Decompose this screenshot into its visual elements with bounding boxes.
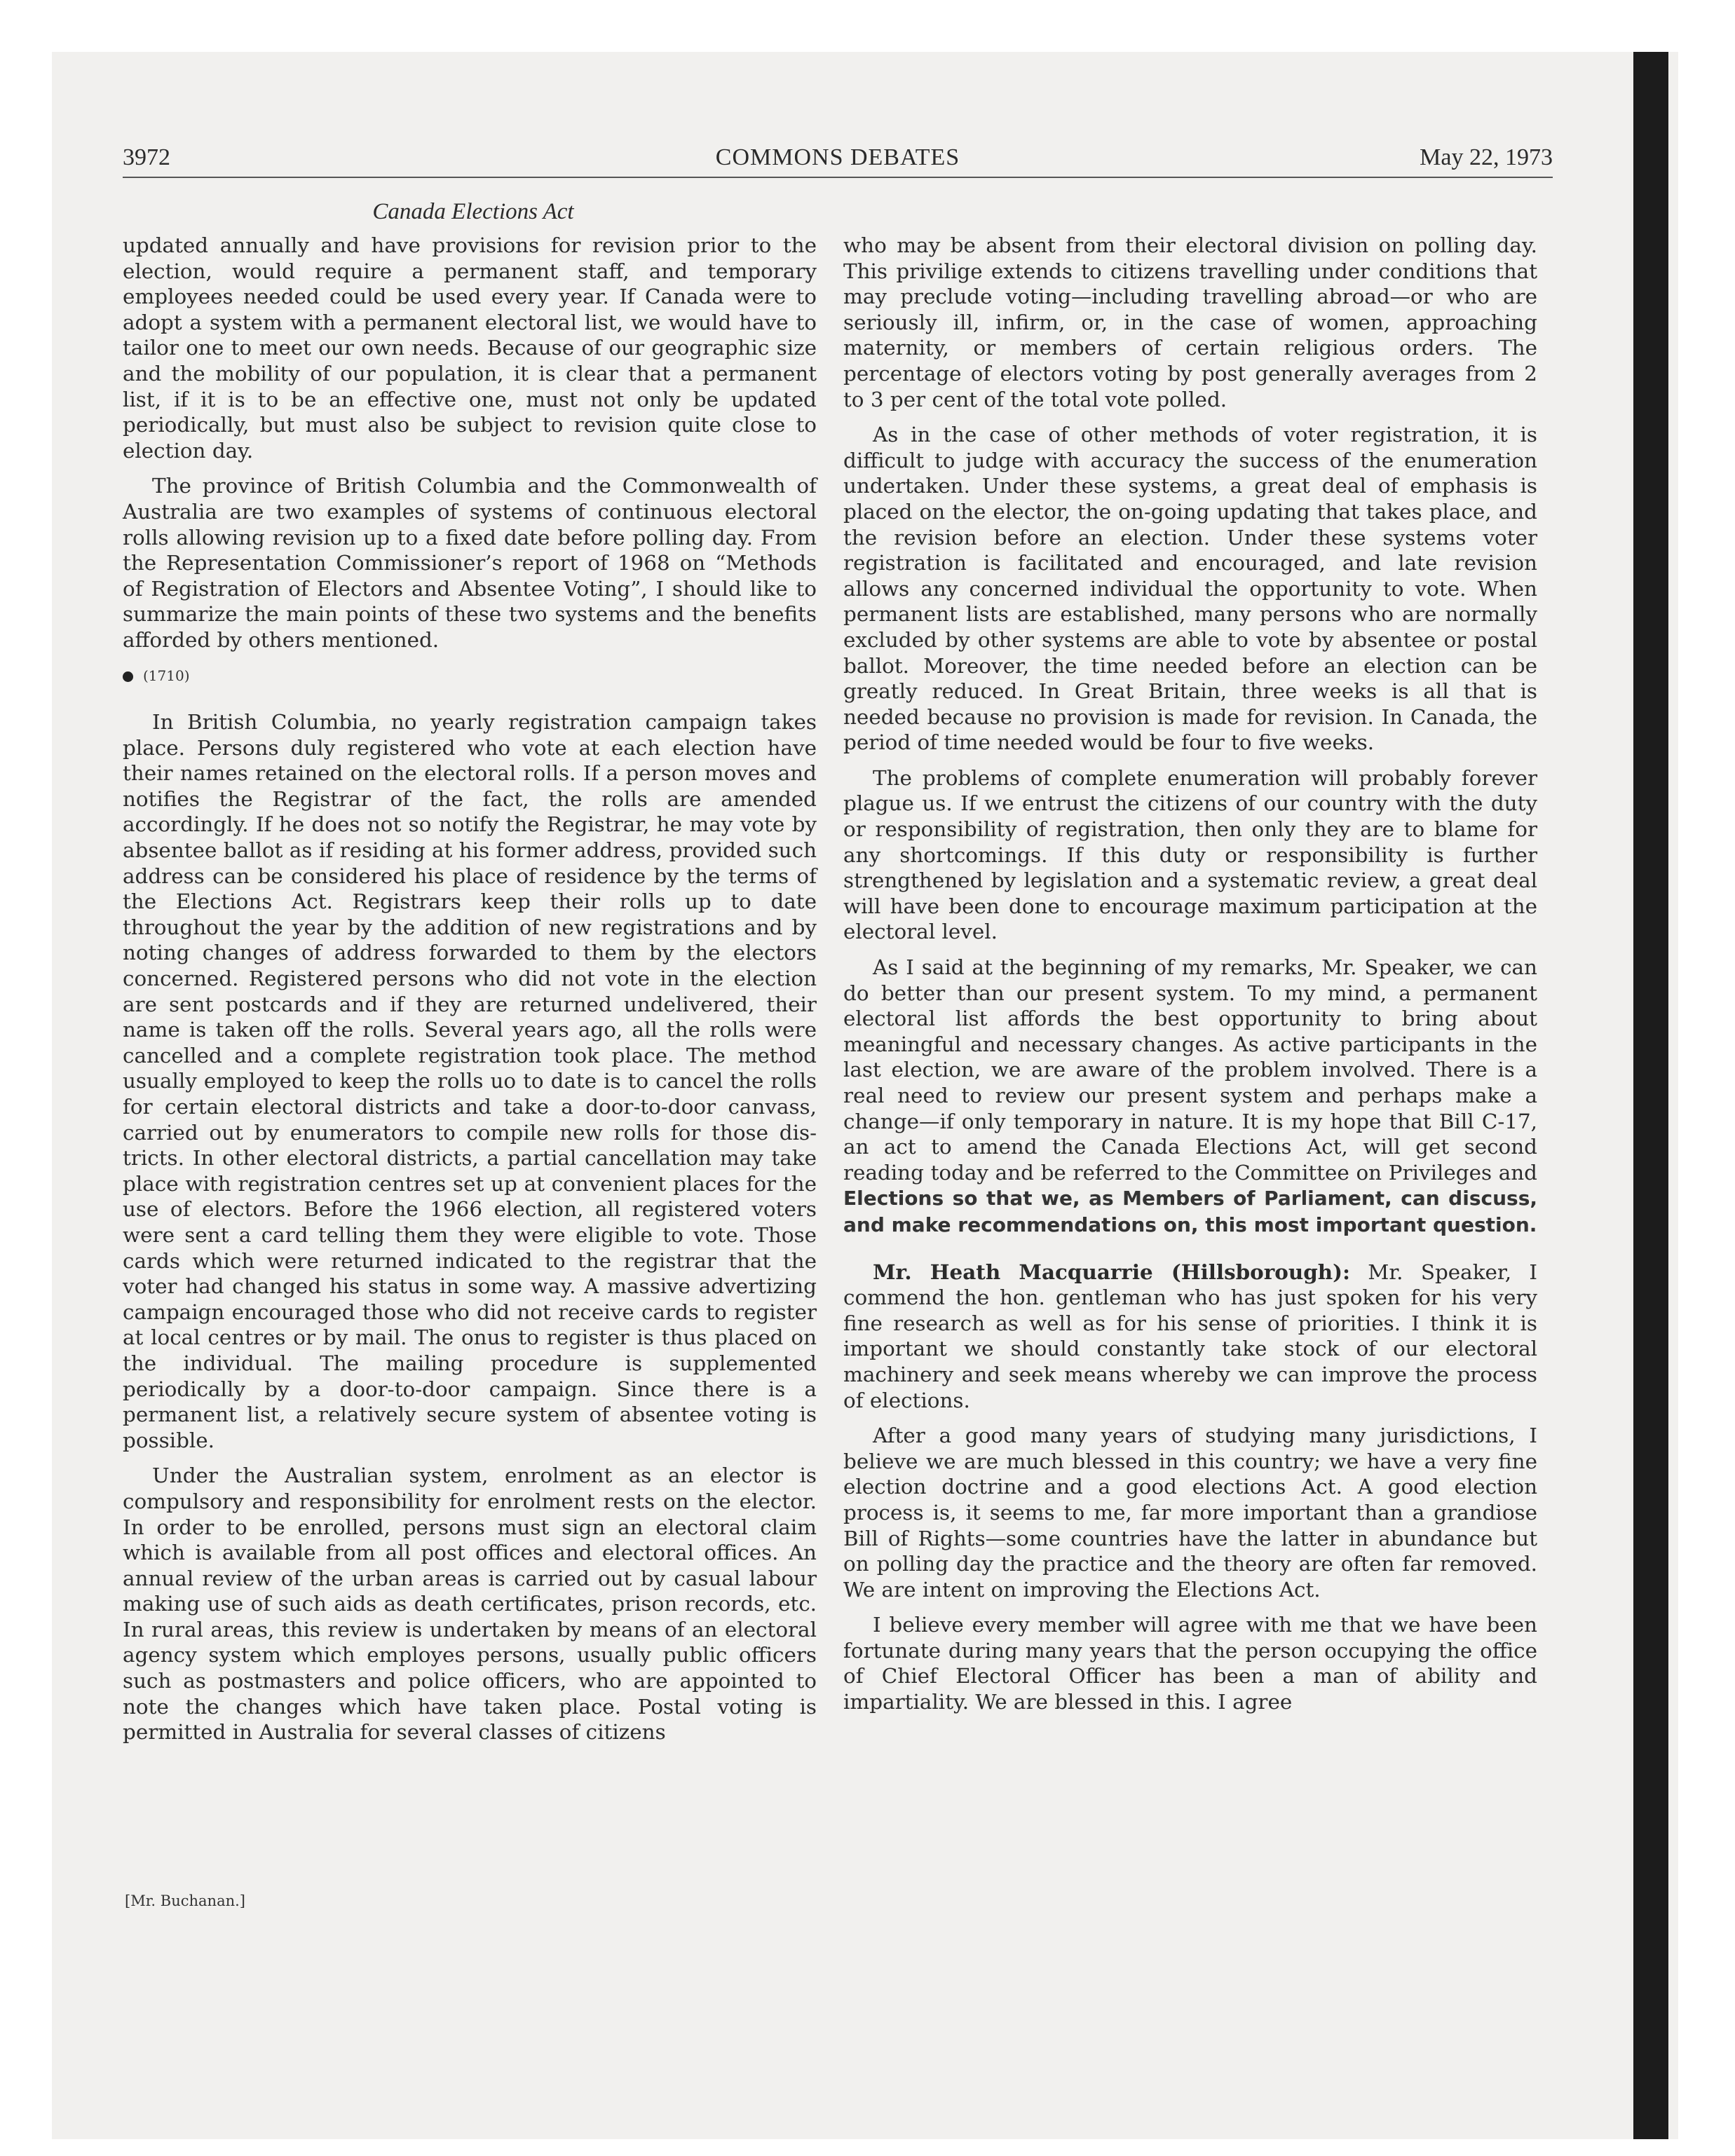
time-marker [123,663,817,689]
paragraph: In British Columbia, no yearly registration campaign takes place. Persons duly registered who vote at each election have their names retained on the electoral rolls. If a person moves and notifies the Registrar of the fact, the rolls are amended accordingly. If he does not so notify the Registrar, he may vote by absentee ballot as if residing at his former address, provided such address can be considered his place of residence by the terms of the Elections Act. Registrars keep their rolls up to date throughout the year by the addition of new registrations and by noting changes of address forwarded to them by the electors concerned. Registered persons who did not vote in the election are sent postcards and if they are returned undelivered, their name is taken off the rolls. Several years ago, all the rolls were cancelled and a complete registration took place. The method usually employed to keep the rolls uo to date is to cancel the rolls for certain electoral districts and take a door-to-door canvass, carried out by enumerators to compile new rolls for those districts. In other electoral districts, a partial cancellation may take place with registration centres set up at convenient places for the use of electors. Before the 1966 election, all registered voters were sent a card telling them they were eligible to vote. Those cards which were returned indicated to the registrar that the voter had changed his status in some way. A massive advertizing campaign encouraged those who did not receive cards to register at local centres or by mail. The onus to register is thus placed on the individual. The mailing procedure is supplemented periodically by a door-to-door campaign. Since there is a permanent list, a relatively secure system of absentee voting is possible. [123,710,817,1452]
paragraph-text: As I said at the beginning of my remarks, Mr. Speaker, we can do better than our present system. To my mind, a permanent electoral list affords the best opportunity to bring about meaningful and necessary changes. As active participants in the last election, we are aware of the problem involved. There is a real need to review our present system and perhaps make a change—if only temporary in nature. It is my hope that Bill C-17, an act to amend the Canada Elections Act, will get second reading today and be referred to the Committee on Privileges and [843,955,1537,1185]
page-number: 3972 [123,144,170,170]
speaker-attribution: [Mr. Buchanan.] [125,1892,245,1909]
paragraph: who may be absent from their electoral division on polling day. This privilige extends to citizens travelling under conditions that may preclude voting—including travelling abroad—or who are seriously ill, infirm, or, in the case of women, approaching maternity, or members of certain religious orders. The percentage of electors voting by post generally averages from 2 to 3 per cent of the total vote polled. [843,233,1537,411]
paragraph: As in the case of other methods of voter registration, it is difficult to judge with accuracy the success of the enumeration undertaken. Under these systems, a great deal of emphasis is placed on the elector, the on-going updating that takes place, and the revision before an election. Under these systems voter registration is facilitated and encouraged, and late revision allows any concerned individual the opportunity to vote. When permanent lists are established, many persons who are normally excluded by other systems are able to vote by absentee or postal ballot. Moreover, the time needed before an election can be greatly reduced. In Great Britain, three weeks is all that is needed because no provision is made for revision. In Canada, the period of time needed would be four to five weeks. [843,423,1537,755]
left-column [123,233,817,1755]
paragraph: After a good many years of studying many jurisdictions, I believe we are much blessed in this country; we have a very fine election doctrine and a good elections Act. A good election process is, it seems to me, far more important than a grandiose Bill of Rights—some countries have the latter in abundance but on polling day the practice and the theory are often far removed. We are intent on improving the Elections Act. [843,1424,1537,1602]
paragraph: updated annually and have provisions for revision prior to the election, would require a permanent staff, and temporary employees needed could be used every year. If Canada were to adopt a system with a permanent electoral list, we would have to tailor one to meet our own needs. Because of our geographic size and the mobility of our population, it is clear that a permanent list, if it is to be an effective one, must not only be updated periodically, but must also be subject to revision quite close to election day. [123,233,817,463]
paragraph [843,955,1537,1239]
right-column [843,233,1537,1725]
page-header [123,142,1553,178]
paragraph-text: Mr. Speaker, I commend the hon. gentleman who has just spoken for his very fine research as well as for his sense of priorities. I think it is important we should constantly take stock of our electoral machinery and seek means whereby we can improve the process of elections. [843,1260,1537,1412]
time-marker-label: (1710) [143,667,190,684]
paragraph [843,1260,1537,1414]
running-title: Canada Elections Act [372,199,574,224]
bullet-icon [123,671,133,682]
speaker-name: Mr. Heath Macquarrie (Hillsborough): [873,1259,1350,1284]
paragraph: Under the Australian system, enrolment as an elector is compulsory and responsibility for enrolment rests on the elector. In order to be enrolled, persons must sign an electoral claim which is available from all post offices and electoral offices. An annual review of the urban areas is carried out by casual labour making use of such aids as death certificates, prison records, etc. In rural areas, this review is undertaken by means of an electoral agency system which employes persons, usually public officers such as postmasters and police officers, who are appointed to note the changes which have taken place. Postal voting is permitted in Australia for several classes of citizens [123,1464,817,1745]
paragraph: I believe every member will agree with me that we have been fortunate during many years that the person occupying the office of Chief Electoral Officer has been a man of ability and impartiality. We are blessed in this. I agree [843,1613,1537,1714]
paragraph-bold-text: Elections so that we, as Members of Parliament, can discuss, and make recommendations on, this most important question. [843,1187,1537,1236]
publication-date: May 22, 1973 [1420,144,1553,170]
paragraph: The province of British Columbia and the Commonwealth of Australia are two examples of systems of continuous electoral rolls allowing revision up to a fixed date before polling day. From the Representation Commissioner’s report of 1968 on “Methods of Registration of Electors and Absentee Voting”, I should like to summarize the main points of these two systems and the benefits afforded by others mentioned. [123,474,817,652]
paragraph: The problems of complete enumeration will probably forever plague us. If we entrust the citizens of our country with the duty or responsibility of registration, then only they are to blame for any shortcomings. If this duty or responsibility is further strengthened by legislation and a systematic review, a great deal will have been done to encourage maximum participation at the electoral level. [843,765,1537,944]
scan-border-edge [1633,52,1668,2139]
publication-title: COMMONS DEBATES [715,144,960,170]
